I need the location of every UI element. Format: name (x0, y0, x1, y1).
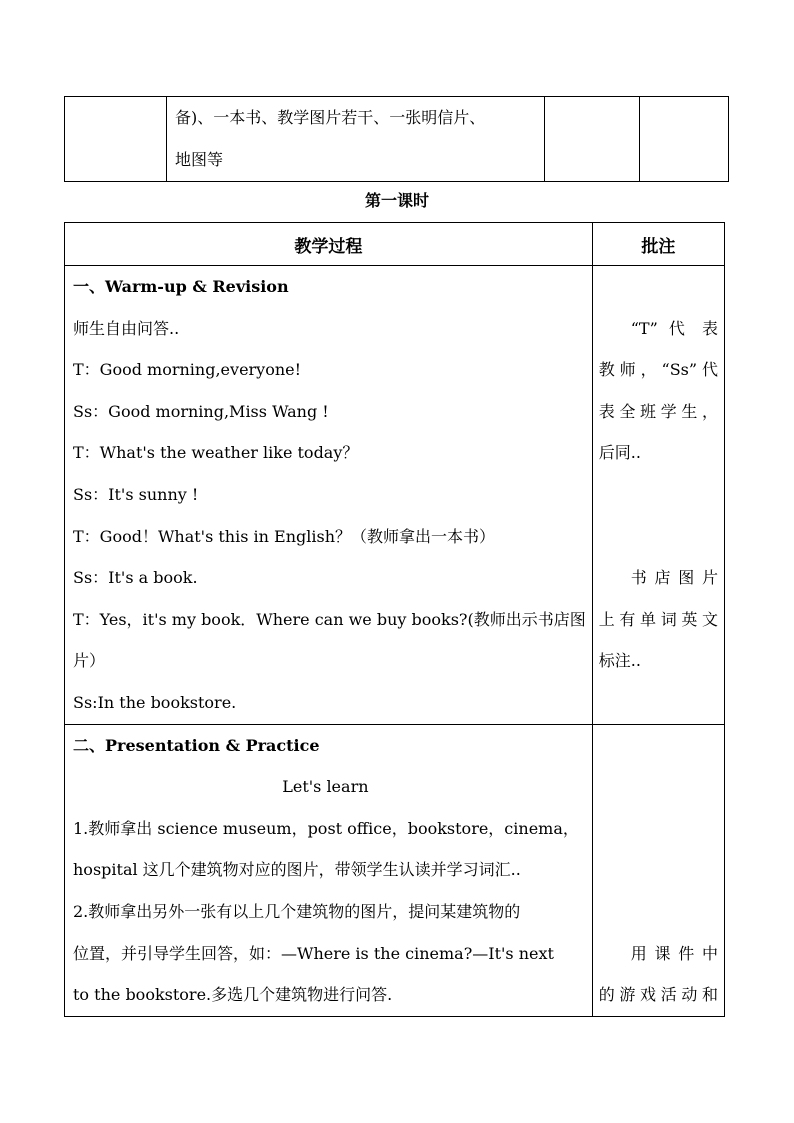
note-line: 后同.. (598, 443, 641, 463)
note-line: 教师，“Ss”代 (598, 360, 718, 380)
header-process: 教学过程 (65, 223, 593, 266)
procedure-line: to the bookstore.多选几个建筑物进行问答. (73, 985, 393, 1005)
section1-title: 一、Warm-up & Revision (73, 277, 289, 296)
note-line: 上有单词英文 (598, 609, 718, 629)
section1-notes-cell (592, 266, 724, 725)
materials-empty-cell-1 (545, 97, 640, 182)
note-line: 书店图片 (630, 568, 718, 588)
note-line: “T” 代 表 (630, 318, 718, 338)
procedure-line: hospital 这几个建筑物对应的图片，带领学生认读并学习词汇.. (73, 860, 521, 880)
materials-line-2: 地图等 (175, 150, 224, 169)
section2-title: 二、Presentation & Practice (73, 735, 320, 755)
section1-process-cell (65, 266, 593, 725)
procedure-line: 2.教师拿出另外一张有以上几个建筑物的图片，提问某建筑物的 (73, 901, 521, 921)
materials-empty-cell-2 (640, 97, 729, 182)
dialogue-line: T：Good！What's this in English？（教师拿出一本书） (73, 526, 496, 546)
header-notes: 批注 (592, 223, 724, 266)
dialogue-line: T：Yes，it's my book．Where can we buy books?(教师出示书店图 (73, 609, 586, 629)
dialogue-line: Ss：Good morning,Miss Wang ! (73, 401, 329, 421)
lesson-plan-table (64, 222, 725, 1017)
procedure-line: 1.教师拿出 science museum，post office，bookstore，cinema， (73, 818, 579, 838)
dialogue-line: 片） (73, 651, 106, 671)
materials-table (64, 96, 729, 182)
dialogue-line: Ss：It's a book. (73, 568, 198, 588)
procedure-line: 位置，并引导学生回答，如：—Where is the cinema?—It's next (73, 943, 554, 963)
materials-content-cell (167, 97, 545, 182)
note-line: 的游戏活动和 (598, 985, 718, 1005)
section2-notes-cell (592, 724, 724, 1016)
dialogue-line: 师生自由问答.. (73, 318, 180, 338)
note-line: 用课件中 (630, 943, 718, 963)
note-line: 标注.. (598, 651, 641, 671)
section2-process-cell (65, 724, 593, 1016)
lesson-title: 第一课时 (364, 191, 429, 210)
materials-line-1: 备)、一本书、教学图片若干、一张明信片、 (175, 108, 486, 127)
note-line: 表全班学生， (598, 401, 718, 421)
dialogue-line: T：What's the weather like today？ (73, 443, 359, 463)
dialogue-line: Ss：It's sunny ! (73, 484, 199, 504)
materials-label-cell (65, 97, 167, 182)
dialogue-line: T：Good morning,everyone! (73, 360, 302, 380)
dialogue-line: Ss:In the bookstore. (73, 692, 237, 712)
section2-subtitle: Let's learn (282, 777, 369, 797)
